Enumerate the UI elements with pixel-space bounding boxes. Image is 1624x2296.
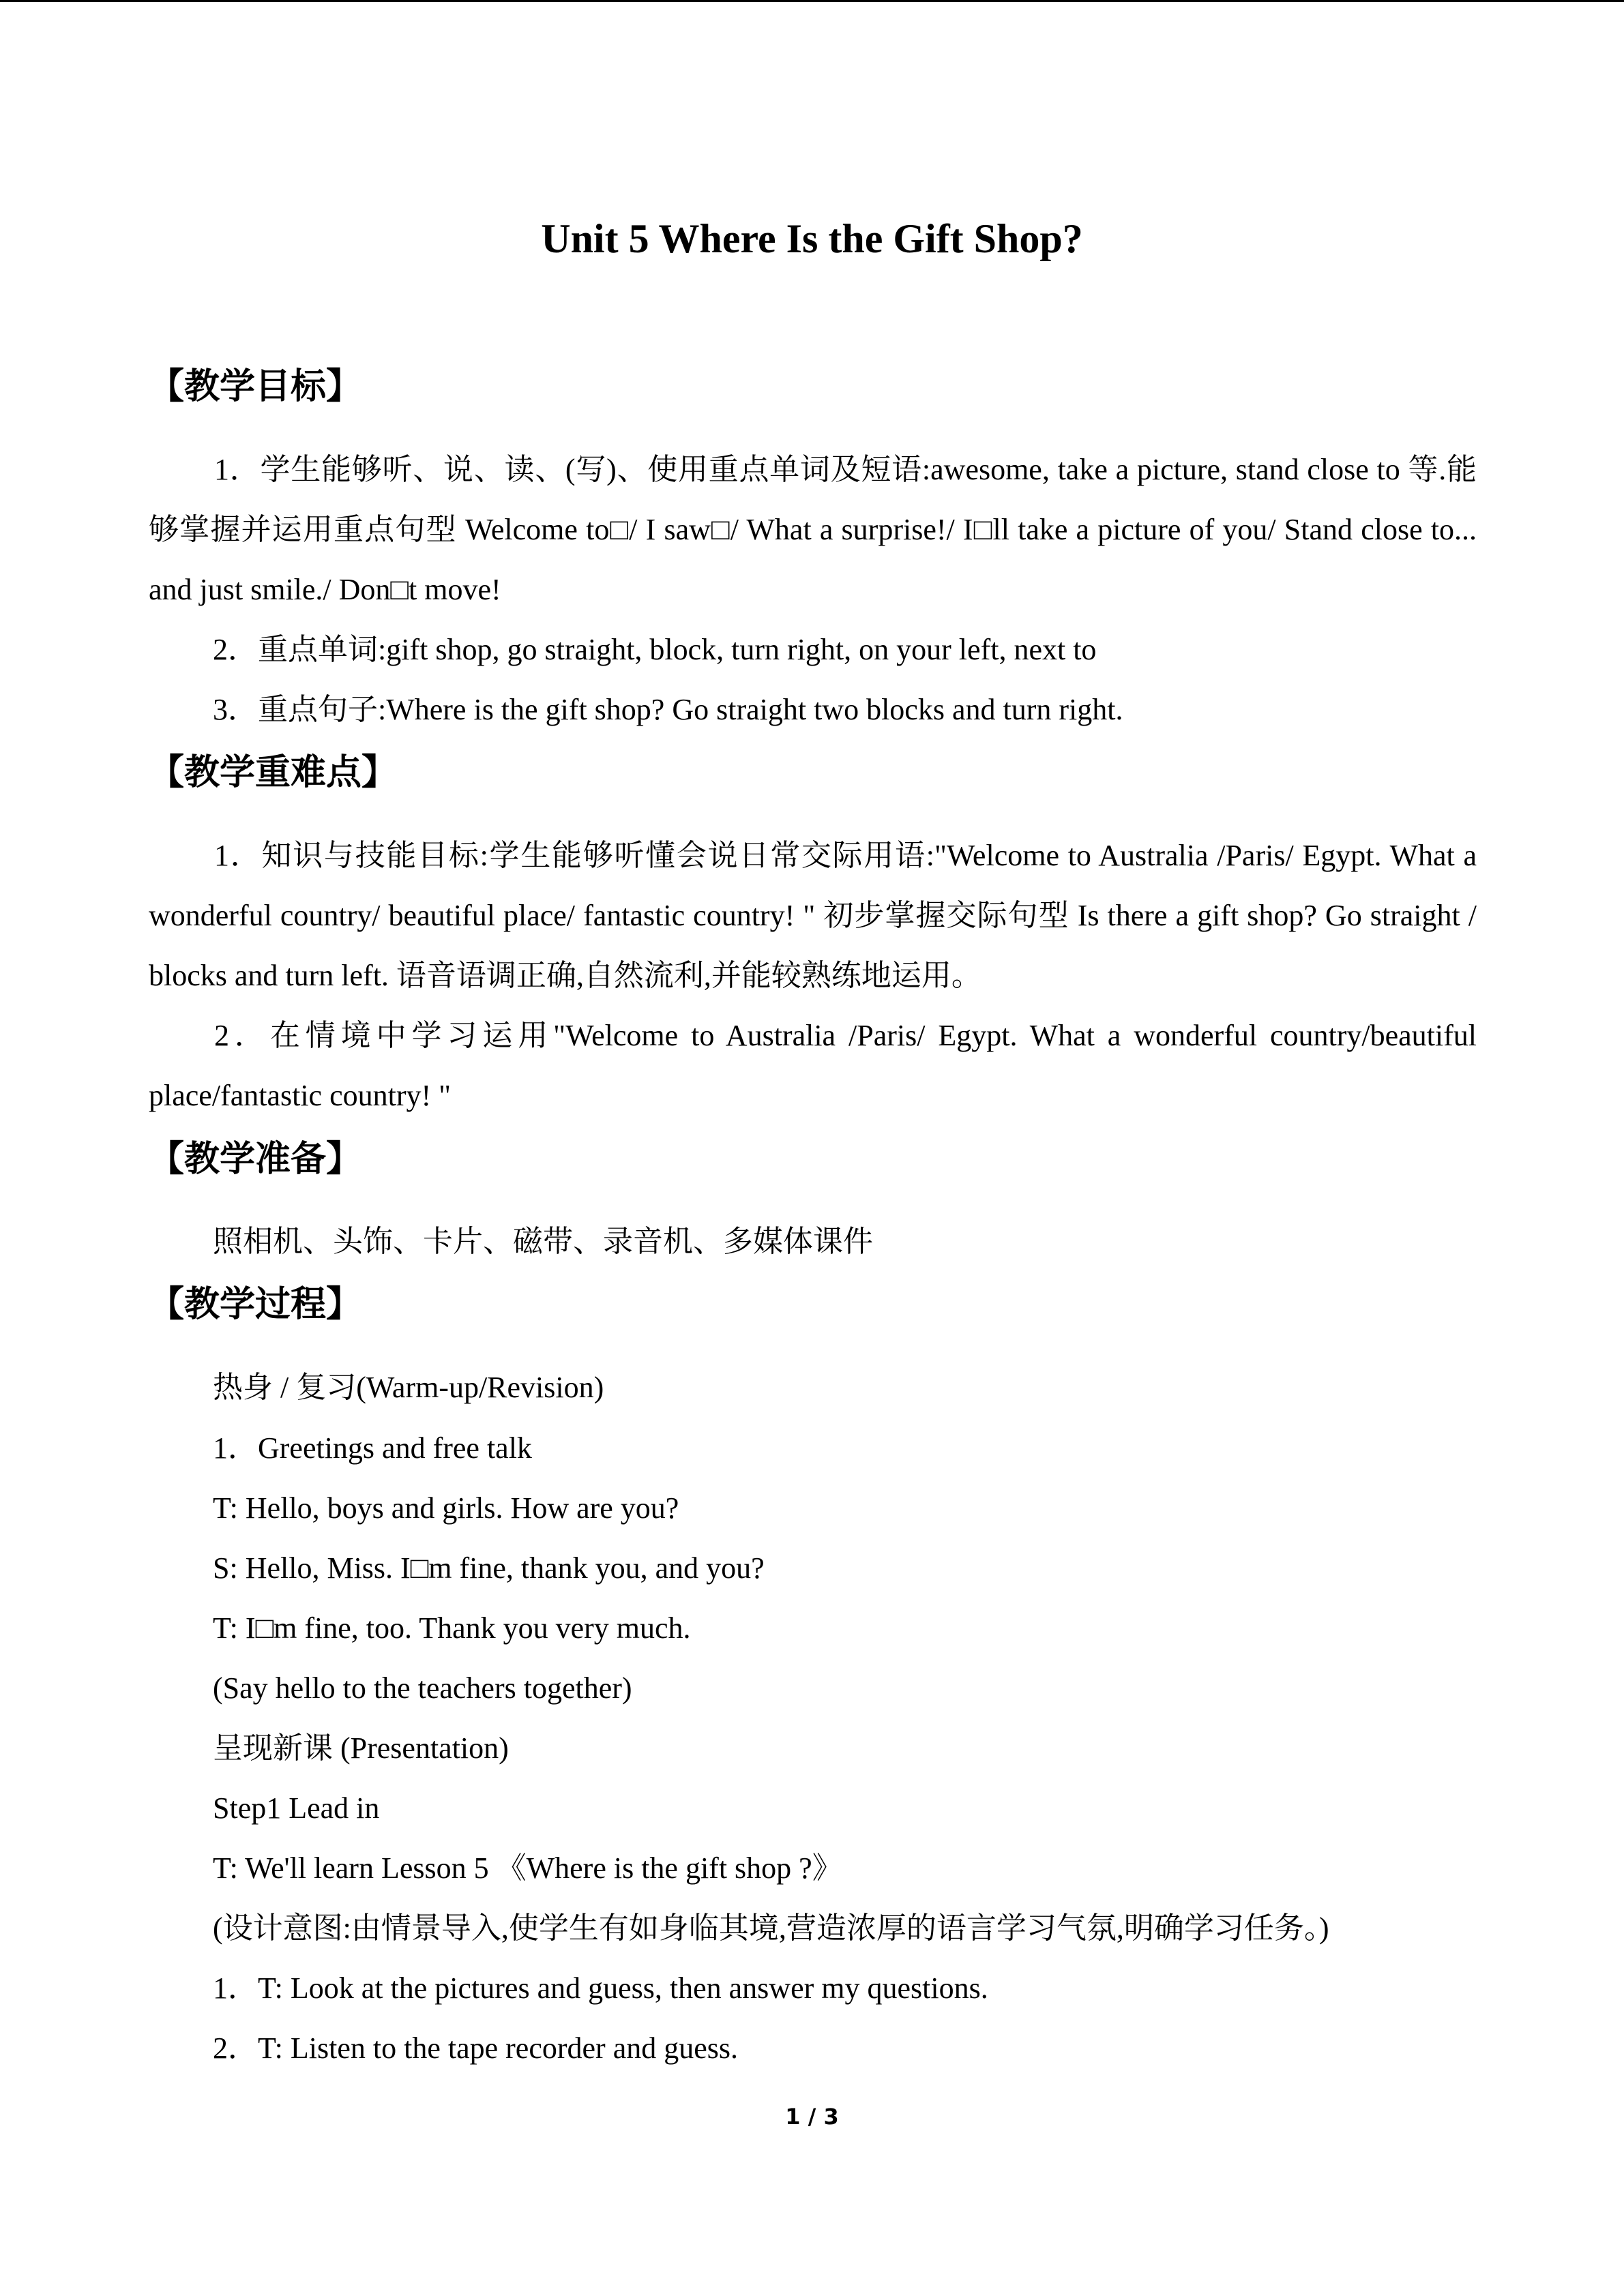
process-line: (Say hello to the teachers together)	[213, 1671, 632, 1705]
process-line: S: Hello, Miss. I□m fine, thank you, and you?	[213, 1551, 765, 1585]
process-line: T: I□m fine, too. Thank you very much.	[213, 1611, 691, 1645]
objective-item-1: 1．学生能够听、说、读、(写)、使用重点单词及短语:awesome, take a picture, stand close to 等.能够掌握并运用重点句型 Welcome to□/ I saw□/ What a surprise!/ I□ll take a picture of you/ Stand close to... and just smile./ Don□t move!	[149, 453, 1477, 606]
heading-objectives: 【教学目标】	[149, 366, 362, 407]
document-title: Unit 5 Where Is the Gift Shop?	[541, 216, 1083, 261]
process-line: (设计意图:由情景导入,使学生有如身临其境,营造浓厚的语言学习气氛,明确学习任务。)	[213, 1911, 1329, 1945]
process-line: 呈现新课 (Presentation)	[213, 1731, 509, 1765]
preparation-materials: 照相机、头饰、卡片、磁带、录音机、多媒体课件	[213, 1225, 873, 1258]
process-line: 热身 / 复习(Warm-up/Revision)	[213, 1371, 604, 1404]
process-line: T: We'll learn Lesson 5 《Where is the gift shop ?》	[213, 1851, 842, 1885]
process-line: 2．T: Listen to the tape recorder and guess.	[213, 2031, 738, 2065]
objective-item-3: 3．重点句子:Where is the gift shop? Go straight two blocks and turn right.	[213, 693, 1123, 726]
objective-item-2: 2．重点单词:gift shop, go straight, block, turn right, on your left, next to	[213, 633, 1097, 666]
process-line: 1．Greetings and free talk	[213, 1431, 532, 1465]
key-point-item-2: 2．在情境中学习运用"Welcome to Australia /Paris/ Egypt. What a wonderful country/beautiful place/fantastic country! "	[149, 1019, 1477, 1112]
heading-preparation: 【教学准备】	[149, 1139, 362, 1180]
process-line: Step1 Lead in	[213, 1791, 380, 1825]
page-number: 1 / 3	[785, 2104, 839, 2130]
heading-process: 【教学过程】	[149, 1284, 362, 1325]
key-point-item-1: 1．知识与技能目标:学生能够听懂会说日常交际用语:"Welcome to Australia /Paris/ Egypt. What a wonderful country/ beautiful place/ fantastic country! " 初步掌握交际句型 Is there a gift shop? Go straight / blocks and turn left. 语音语调正确,自然流利,并能较熟练地运用。	[149, 839, 1477, 992]
process-line: 1．T: Look at the pictures and guess, then answer my questions.	[213, 1971, 988, 2005]
process-line: T: Hello, boys and girls. How are you?	[213, 1491, 679, 1525]
heading-key-points: 【教学重难点】	[149, 752, 398, 793]
